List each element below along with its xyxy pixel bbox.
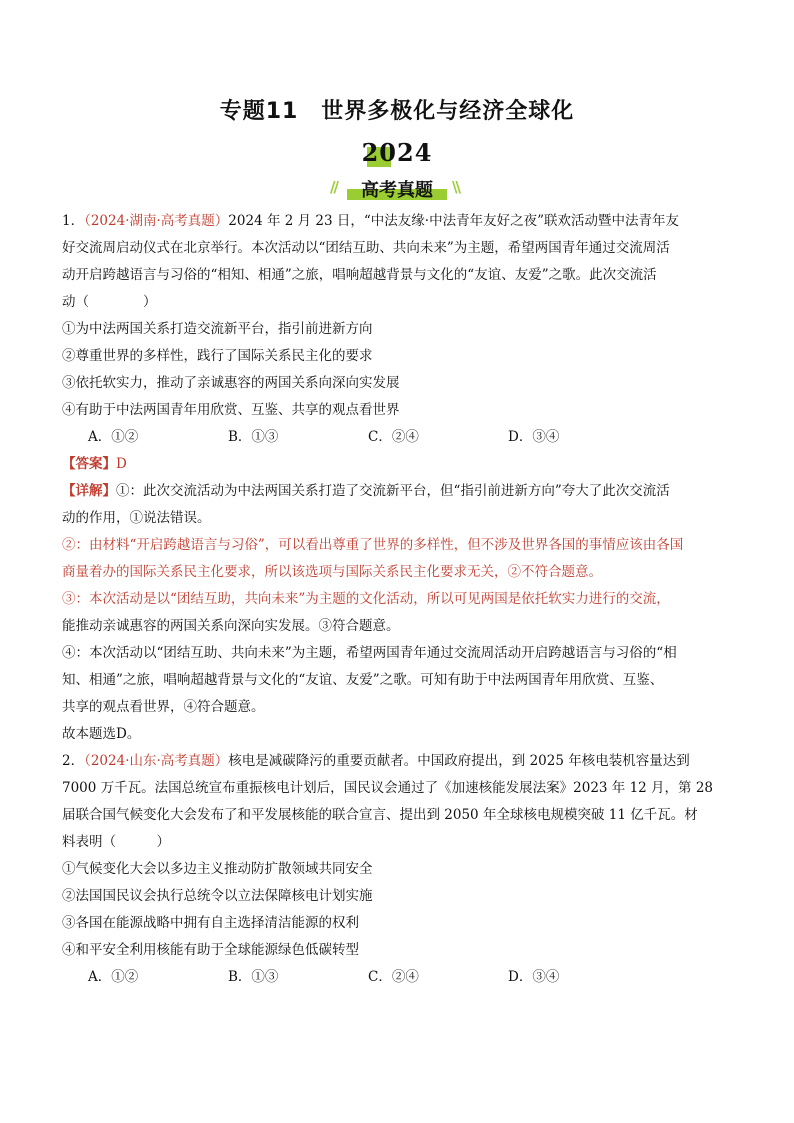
q2-stem-line [62, 748, 730, 775]
answer-value: D [116, 456, 127, 472]
q1-detail-line: ③：本次活动是以“团结互助，共向未来”为主题的文化活动，所以可见两国是依托软实力进行的交流， [62, 591, 670, 607]
page-title: 专题11 世界多极化与经济全球化 [219, 99, 575, 124]
q1-detail-line: 动的作用，①说法错误。 [62, 510, 211, 526]
q1-item: ②尊重世界的多样性，践行了国际关系民主化的要求 [62, 348, 373, 364]
q1-options [62, 424, 730, 451]
q1-stem-line: 动（ ） [62, 294, 157, 310]
q1-stem-line: 动开启跨越语言与习俗的“相知、相通”之旅，唱响超越背景与文化的“友谊、友爱”之歌。此次交流活 [62, 267, 657, 283]
q2-stem-line: 7000 万千瓦。法国总统宣布重振核电计划后，国民议会通过了《加速核能发展法案》2023 年 12 月，第 28 [62, 780, 714, 796]
q2-item: ③各国在能源战略中拥有自主选择清洁能源的权利 [62, 915, 359, 931]
q2-item: ①气候变化大会以多边主义推动防扩散领域共同安全 [62, 861, 373, 877]
detail-text: ①：此次交流活动为中法两国关系打造了交流新平台，但“指引前进新方向”夸大了此次交流活 [116, 483, 670, 499]
q1-detail-line: 共享的观点看世界，④符合题意。 [62, 699, 265, 715]
q2-stem-line: 届联合国气候变化大会发布了和平发展核能的联合宣言、提出到 2050 年全球核电规模突破 11 亿千瓦。材 [62, 807, 698, 823]
q2-stem-text: 核电是减碳降污的重要贡献者。中国政府提出，到 2025 年核电装机容量达到 [228, 753, 690, 769]
q2-source: （2024·山东·高考真题） [84, 753, 229, 769]
question-content [62, 208, 730, 991]
q2-item: ②法国国民议会执行总统令以立法保障核电计划实施 [62, 888, 373, 904]
q2-option-c: C．②④ [368, 969, 419, 985]
q1-detail-line [62, 478, 730, 505]
q2-option-d: D．③④ [508, 969, 560, 985]
q1-detail-line: 能推动亲诚惠容的两国关系向深向实发展。③符合题意。 [62, 618, 400, 634]
q1-item: ③依托软实力，推动了亲诚惠容的两国关系向深向实发展 [62, 375, 400, 391]
q1-source: （2024·湖南·高考真题） [84, 213, 229, 229]
q1-option-c: C．②④ [368, 429, 419, 445]
q2-number: 2． [62, 753, 85, 769]
q1-item: ④有助于中法两国青年用欣赏、互鉴、共享的观点看世界 [62, 402, 400, 418]
year-heading [0, 138, 794, 167]
q1-number: 1． [62, 213, 85, 229]
q1-answer [62, 451, 730, 478]
q1-stem-line [62, 208, 730, 235]
section-badge [0, 176, 794, 202]
badge-box [347, 176, 447, 202]
q1-detail-line: 商量着办的国际关系民主化要求，所以该选项与国际关系民主化要求无关，②不符合题意。 [62, 564, 602, 580]
q1-option-d: D．③④ [508, 429, 560, 445]
q2-item: ④和平安全利用核能有助于全球能源绿色低碳转型 [62, 942, 359, 958]
q1-conclusion: 故本题选D。 [62, 726, 141, 742]
badge-slash-right: \\ [452, 178, 459, 196]
question-1 [62, 208, 730, 748]
badge-slash-left: // [330, 178, 337, 196]
q2-option-a: A．①② [88, 969, 139, 985]
q1-stem-line: 好交流周启动仪式在北京举行。本次活动以“团结互助、共向未来”为主题，希望两国青年通过交流周活 [62, 240, 670, 256]
q1-option-a: A．①② [88, 429, 139, 445]
q2-stem-line: 料表明（ ） [62, 834, 170, 850]
detail-tag: 【详解】 [62, 483, 116, 499]
q1-stem-text: 2024 年 2 月 23 日，“中法友缘·中法青年友好之夜”联欢活动暨中法青年友 [228, 213, 679, 229]
q1-detail-line: ④：本次活动以“团结互助、共向未来”为主题，希望两国青年通过交流周活动开启跨越语言与习俗的“相 [62, 645, 677, 661]
q1-item: ①为中法两国关系打造交流新平台，指引前进新方向 [62, 321, 373, 337]
answer-tag: 【答案】 [62, 456, 116, 472]
q1-option-b: B．①③ [228, 429, 279, 445]
q1-detail-line: ②：由材料“开启跨越语言与习俗”，可以看出尊重了世界的多样性，但不涉及世界各国的事情应该由各国 [62, 537, 684, 553]
year-text: 2024 [361, 138, 433, 167]
question-2 [62, 748, 730, 991]
q2-option-b: B．①③ [228, 969, 279, 985]
q1-detail-line: 知、相通”之旅，唱响超越背景与文化的“友谊、友爱”之歌。可知有助于中法两国青年用欣赏、互鉴、 [62, 672, 664, 688]
badge-label: 高考真题 [361, 180, 433, 201]
q2-options [62, 964, 730, 991]
